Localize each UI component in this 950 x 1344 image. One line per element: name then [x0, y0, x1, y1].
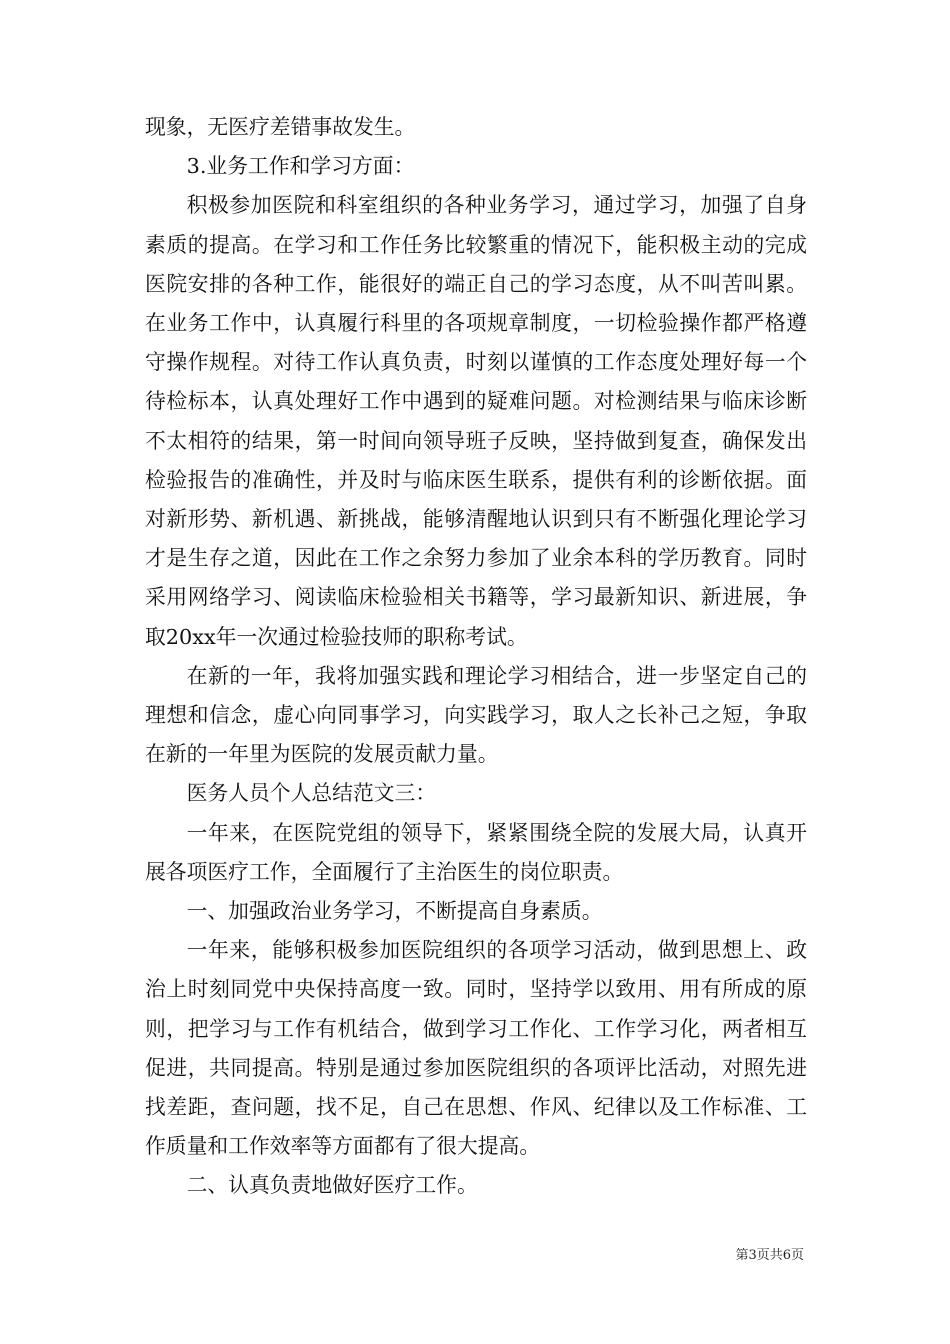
- section-heading: 二、认真负责地做好医疗工作。: [186, 1173, 478, 1198]
- paragraph: 一年来，能够积极参加医院组织的各项学习活动，做到思想上、政治上时刻同党中央保持高度一致。同时，坚持学以致用、用有所成的原则，把学习与工作有机结合，做到学习工作化、工作学习化，两者相互促进，共同提高。特别是通过参加医院组织的各项评比活动，对照先进找差距，查问题，找不足，自己在思想、作风、纪律以及工作标准、工作质量和工作效率等方面都有了很大提高。: [145, 938, 807, 1159]
- paragraph: 现象，无医疗差错事故发生。: [145, 115, 416, 139]
- section-heading: 一、加强政治业务学习，不断提高自身素质。: [186, 899, 603, 924]
- paragraph: 积极参加医院和科室组织的各种业务学习，通过学习，加强了自身素质的提高。在学习和工作任务比较繁重的情况下，能积极主动的完成医院安排的各种工作，能很好的端正自己的学习态度，从不叫苦叫累。在业务工作中，认真履行科里的各项规章制度，一切检验操作都严格遵守操作规程。对待工作认真负责，时刻以谨慎的工作态度处理好每一个待检标本，认真处理好工作中遇到的疑难问题。对检测结果与临床诊断不太相符的结果，第一时间向领导班子反映，坚持做到复查，确保发出检验报告的准确性，并及时与临床医生联系，提供有利的诊断依据。面对新形势、新机遇、新挑战，能够清醒地认识到只有不断强化理论学习才是生存之道，因此在工作之余努力参加了业余本科的学历教育。同时采用网络学习、阅读临床检验相关书籍等，学习最新知识、新进展，争取20xx年一次通过检验技师的职称考试。: [145, 193, 807, 649]
- section-heading: 3.业务工作和学习方面：: [186, 154, 415, 179]
- section-heading: 医务人员个人总结范文三：: [186, 781, 437, 806]
- paragraph: 在新的一年，我将加强实践和理论学习相结合，进一步坚定自己的理想和信念，虚心向同事学习，向实践学习，取人之长补己之短，争取在新的一年里为医院的发展贡献力量。: [145, 663, 807, 767]
- document-body: [145, 108, 807, 1206]
- page-number: 第3页共6页: [735, 1248, 804, 1263]
- paragraph: 一年来，在医院党组的领导下，紧紧围绕全院的发展大局，认真开展各项医疗工作，全面履行了主治医生的岗位职责。: [145, 820, 807, 884]
